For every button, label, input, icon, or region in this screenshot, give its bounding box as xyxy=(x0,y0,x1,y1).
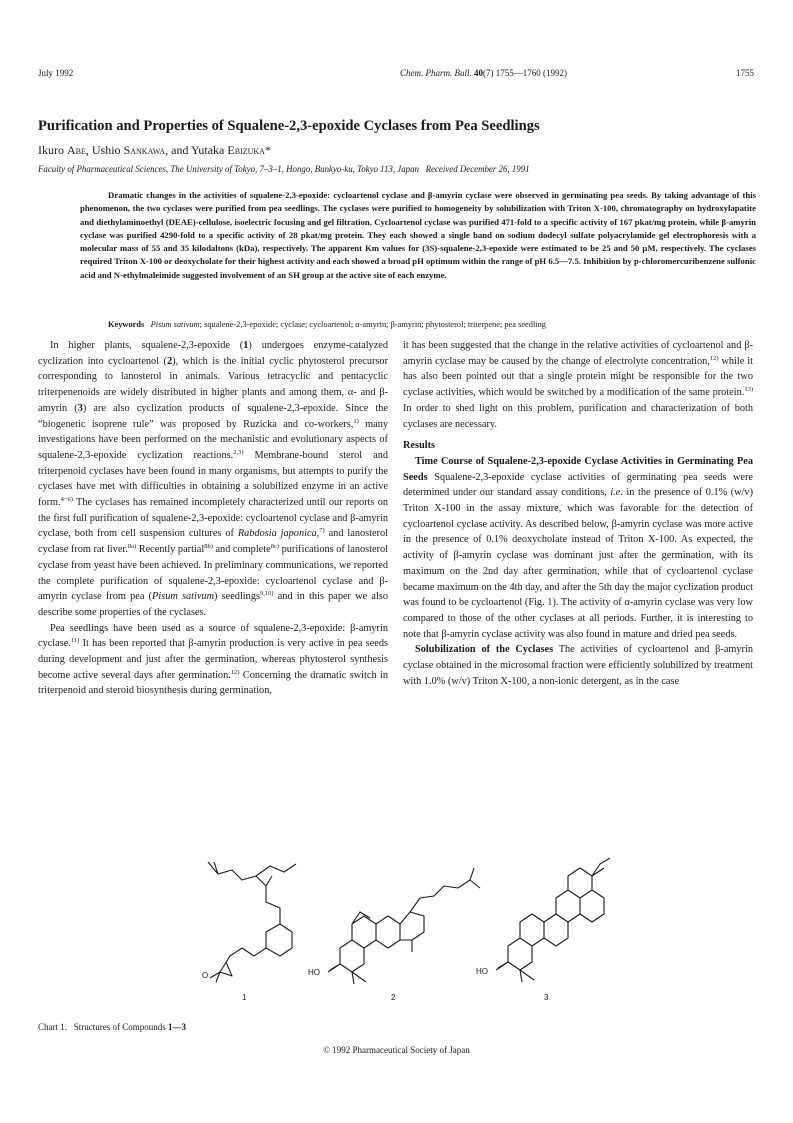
body-column-right xyxy=(403,338,753,689)
keyword-species: Pisum sativum xyxy=(150,320,200,329)
journal-volume: 40 xyxy=(474,68,483,78)
structure-squalene-epoxide xyxy=(202,862,296,982)
section-heading-results: Results xyxy=(403,440,436,452)
structure-cycloartenol xyxy=(308,868,480,984)
compound-2-label: 2 xyxy=(391,993,396,1002)
structure-beta-amyrin xyxy=(476,858,610,982)
abstract: Dramatic changes in the activities of squalene-2,3-epoxide: cycloartenol cyclase and β-amyrin cyclase were observed in germinating pea seeds. By taking advantage of this phenomenon, the two cyclases were purified from pea seedlings. The cyclases were purified to homogeneity by solubilization with Triton X-100, chromatography on hydroxylapatite and diethylaminoethyl (DEAE)-cellulose, isoelectric focusing and gel filtration. Cycloartenol cyclase was purified 471-fold to a specific activity of 167 pkat/mg protein, while β-amyrin cyclase was purified 4290-fold to a specific activity of 28 pkat/mg protein. They each showed a single band on sodium dodecyl sulfate polyacrylamide gel electrophoresis with a molecular mass of 55 and 35 kilodaltons (kDa), respectively. The apparent Km values for (3S)-squalene-2,3-epoxide were estimated to be 25 and 50 μM, respectively. The cyclases required Triton X-100 or deoxycholate for their highest activity and each showed a broad pH optimum within the range of pH 6.5—7.5. Inhibition by p-chloromercuribenzene sulfonic acid and N-ethylmaleimide suggested involvement of an SH group at the active site of each enzyme. xyxy=(80,190,756,280)
results-paragraph-2: Solubilization of the Cyclases The activities of cycloartenol and β-amyrin cyclase obtained in the microsomal fraction were efficiently solubilized by treatment with 1.0% (w/v) Triton X-100, a non-ionic detergent, as in the case xyxy=(403,644,753,687)
compound-1-label: 1 xyxy=(242,993,247,1002)
page-number: 1755 xyxy=(736,68,754,78)
author-separator: , and xyxy=(165,143,192,157)
author-2-family: Sankawa xyxy=(123,143,166,157)
cycloartenol-hydroxyl-label: HO xyxy=(308,968,320,977)
journal-issue-pages: (7) 1755—1760 (1992) xyxy=(483,68,567,78)
structure-drawings xyxy=(180,852,650,1004)
journal-citation xyxy=(400,66,567,80)
author-1-given: Ikuro xyxy=(38,143,67,157)
author-separator: , xyxy=(85,143,92,157)
keyword-list: ; squalene-2,3-epoxide; cyclase; cycloartenol; α-amyrin; β-amyrin; phytosterol; triterpene; pea seedling xyxy=(199,320,546,329)
keywords xyxy=(80,319,756,332)
intro-paragraph-2: Pea seedlings have been used as a source of squalene-2,3-epoxide: β-amyrin cyclase.$^{11)}$ It has been reported that β-amyrin production is very active in pea seeds during development and just after the germination, whereas phytosterol synthesis become active several days after germination.$^{12)}$ Concerning the dramatic switch in triterpenoid and steroid biosynthesis during germination, xyxy=(38,622,389,697)
caption-text: Structures of Compounds xyxy=(73,1022,168,1032)
intro-paragraph-1: In higher plants, squalene-2,3-epoxide (1) undergoes enzyme-catalyzed cyclization into cycloartenol (2), which is the initial cyclic phytosterol precursor corresponding to lanosterol in animals. Various tetracyclic and pentacyclic triterpenenoids are widely distributed in higher plants and among them, α- and β-amyrin (3) are also cyclization products of squalene-2,3-epoxide. Since the “biogenetic isoprene rule” was proposed by Ruzicka and co-workers,$^{1)}$ many investigations have been performed on the mechanistic and evolutionary aspects of squalene-2,3-epoxide cyclization reactions.$^{2,3)}$ Membrane-bound sterol and triterpenoid cyclases have been found in many organisms, but attempts to purify the cyclases have met with difficulties in obtaining a solubilized enzyme in an active form.$^{4-6)}$ The cyclases has remained incompletely characterized until our reports on the first full purification of squalene-2,3-epoxide: cycloartenol cyclase and β-amyrin cyclase, both from cell suspension cultures of Rabdosia japonica,$^{7)}$ and lanosterol cyclase from rat liver.$^{8a)}$ Recently partial$^{8b)}$ and complete$^{8c)}$ purifications of lanosterol cyclase from yeast have been achieved. In preliminary communications, we reported the complete purification of squalene-2,3-epoxide: cycloartenol cyclase and β-amyrin cyclase from pea (Pisum sativum) seedlings$^{9,10)}$ and in this paper we also describe some properties of the cyclases. xyxy=(38,340,389,618)
author-1-family: Abe xyxy=(67,143,86,157)
intro-paragraph-3: it has been suggested that the change in the relative activities of cycloartenol and β-amyrin cyclase may be caused by the change of electrolyte concentration,$^{12)}$ while it has also been pointed out that a single protein might be responsible for the two cyclase activities, which would be switched by a modification of the same protein.$^{13)}$ In order to shed light on this problem, purification and characterization of both cyclases are necessary. xyxy=(403,340,753,430)
affiliation: Faculty of Pharmaceutical Sciences, The University of Tokyo, 7–3–1, Hongo, Bunkyo-ku, Tokyo 113, Japan xyxy=(38,164,419,174)
caption-compound-range: 1—3 xyxy=(168,1022,186,1032)
article-title: Purification and Properties of Squalene-2,3-epoxide Cyclases from Pea Seedlings xyxy=(38,118,540,134)
figure-caption xyxy=(38,1022,186,1032)
subheading-solubilization: Solubilization of the Cyclases xyxy=(415,644,554,656)
chemical-structures-figure xyxy=(180,852,650,1004)
affiliation-line xyxy=(38,163,754,176)
author-list xyxy=(38,142,754,158)
author-2-given: Ushio xyxy=(91,143,124,157)
subheading-time-course: Time Course of Squalene-2,3-epoxide Cyclase Activities in Germinating Pea Seeds xyxy=(403,455,753,483)
epoxide-oxygen-label: O xyxy=(202,971,209,980)
journal-name: Chem. Pharm. Bull. xyxy=(400,68,472,78)
author-3-family: Ebizuka xyxy=(227,143,265,157)
author-3-given: Yutaka xyxy=(191,143,228,157)
caption-label: Chart 1. xyxy=(38,1022,67,1032)
body-column-left xyxy=(38,338,388,699)
keywords-label: Keywords xyxy=(108,320,145,329)
received-date: Received December 26, 1991 xyxy=(425,164,530,174)
issue-date: July 1992 xyxy=(38,68,74,78)
compound-3-label: 3 xyxy=(544,993,549,1002)
corresponding-author-mark: * xyxy=(264,143,271,157)
amyrin-hydroxyl-label: HO xyxy=(476,967,488,976)
copyright-footer: © 1992 Pharmaceutical Society of Japan xyxy=(323,1045,470,1055)
results-paragraph-1: Time Course of Squalene-2,3-epoxide Cyclase Activities in Germinating Pea Seeds Squalene-2,3-epoxide cyclase activities of germinating pea seeds were determined under our standard assay conditions, i.e. in the presence of 0.1% (w/v) Triton X-100 in the assay mixture, which was favorable for the detection of cycloartenol cyclase activity. As described below, β-amyrin cyclase was more active in the presence of 0.1% deoxycholate instead of Triton X-100. As expected, the activity of β-amyrin cyclase was dominant just after the germination, with its maximum on the 2nd day after germination, while that of cycloartenol cyclase became maximum on the 4th day, and after the 5th day the major cyclization product was found to be cycloartenol (Fig. 1). The activity of α-amyrin cyclase was very low compared to those of the other cyclases at all periods. Further, it is interesting to note that β-amyrin cyclase activity was also found in mature and dried pea seeds. xyxy=(403,455,753,640)
running-header xyxy=(38,66,754,80)
